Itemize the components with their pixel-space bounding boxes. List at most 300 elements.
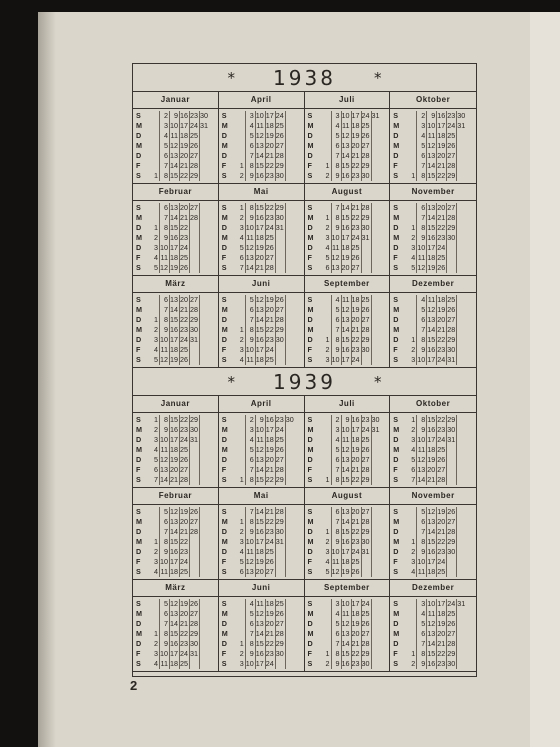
day-number: 7 xyxy=(331,203,341,213)
day-number xyxy=(371,213,381,223)
month-name: April xyxy=(219,92,304,109)
day-number: 11 xyxy=(256,121,264,130)
day-number: 25 xyxy=(275,435,284,444)
weekday-letter: S xyxy=(393,599,399,608)
day-number: 6 xyxy=(159,203,169,213)
day-number: 30 xyxy=(447,659,456,668)
day-number: 27 xyxy=(275,141,284,150)
day-number xyxy=(199,263,209,273)
day-number xyxy=(285,445,295,455)
weekday-letter: M xyxy=(393,537,400,546)
next-page-edge xyxy=(528,12,560,747)
day-number: 2 xyxy=(154,233,158,242)
day-number xyxy=(285,295,295,305)
day-grid xyxy=(235,599,295,669)
day-grid xyxy=(149,111,209,181)
weekday-letter: D xyxy=(307,639,313,648)
day-number: 22 xyxy=(437,223,446,232)
day-number: 26 xyxy=(275,609,284,618)
day-number: 21 xyxy=(427,475,436,484)
day-number: 7 xyxy=(159,213,169,223)
day-number: 10 xyxy=(341,599,350,608)
day-number xyxy=(406,599,416,609)
weekday-letter: M xyxy=(221,425,228,434)
weekday-letter: M xyxy=(307,537,314,546)
day-number xyxy=(456,537,466,547)
day-number: 21 xyxy=(437,161,446,170)
day-number: 16 xyxy=(180,111,188,120)
day-number: 18 xyxy=(437,295,446,304)
weekday-letters xyxy=(393,203,406,273)
month-block xyxy=(305,396,391,488)
day-number xyxy=(321,507,331,517)
weekday-letters xyxy=(393,415,406,485)
day-number: 3 xyxy=(159,121,169,131)
day-number xyxy=(321,325,331,335)
day-number xyxy=(199,507,209,517)
day-number xyxy=(456,151,466,161)
day-number: 14 xyxy=(170,213,178,222)
day-number: 5 xyxy=(416,619,426,629)
day-number: 16 xyxy=(427,345,436,354)
day-number: 10 xyxy=(417,355,426,364)
day-number: 1 xyxy=(325,335,330,344)
day-number: 7 xyxy=(331,151,341,161)
weekday-letter: F xyxy=(393,253,398,262)
weekday-letter: D xyxy=(221,527,227,536)
day-grid xyxy=(321,295,381,365)
weekday-letter: D xyxy=(136,151,142,160)
day-number: 8 xyxy=(159,171,169,181)
day-number xyxy=(456,609,466,619)
day-number: 22 xyxy=(437,415,446,424)
day-number: 20 xyxy=(351,507,360,516)
day-number: 16 xyxy=(255,171,264,180)
weekday-letter: S xyxy=(307,415,313,424)
weekday-letter: F xyxy=(393,465,398,474)
day-number: 1 xyxy=(239,517,244,526)
weekday-letter: S xyxy=(307,203,313,212)
day-number xyxy=(321,141,331,151)
day-number: 10 xyxy=(160,557,168,566)
day-number: 19 xyxy=(170,455,178,464)
day-number: 29 xyxy=(447,537,456,546)
day-number: 27 xyxy=(265,567,274,576)
day-number xyxy=(371,121,381,131)
weekday-letter: M xyxy=(136,213,142,222)
day-number xyxy=(361,355,371,365)
day-number xyxy=(285,111,295,121)
day-number: 27 xyxy=(190,203,198,212)
day-number: 4 xyxy=(411,567,416,576)
day-number: 19 xyxy=(265,445,274,454)
day-number: 21 xyxy=(351,203,360,212)
day-number: 16 xyxy=(427,659,436,668)
day-number: 9 xyxy=(416,345,426,355)
day-number: 11 xyxy=(160,659,168,668)
day-number: 22 xyxy=(351,649,360,658)
day-number: 30 xyxy=(361,537,370,546)
day-number: 16 xyxy=(341,345,350,354)
day-number: 22 xyxy=(180,223,188,232)
day-number xyxy=(199,517,209,527)
day-number xyxy=(199,161,209,171)
day-number xyxy=(285,233,295,243)
day-number: 20 xyxy=(351,141,360,150)
day-number: 2 xyxy=(325,171,330,180)
day-number: 8 xyxy=(331,213,341,223)
day-number: 20 xyxy=(180,609,188,618)
day-number xyxy=(456,243,466,253)
day-number: 28 xyxy=(190,527,198,536)
day-number: 15 xyxy=(341,161,350,170)
day-number xyxy=(149,111,159,121)
day-number: 3 xyxy=(325,547,330,556)
day-number: 24 xyxy=(180,243,188,252)
day-number: 19 xyxy=(351,131,360,140)
day-number: 1 xyxy=(154,171,158,180)
day-number xyxy=(285,435,295,445)
day-number: 8 xyxy=(245,161,255,171)
day-number: 25 xyxy=(275,599,284,608)
day-number: 7 xyxy=(331,325,341,335)
day-number: 18 xyxy=(427,567,436,576)
day-number: 10 xyxy=(331,355,340,364)
day-number: 19 xyxy=(170,355,178,364)
day-number: 18 xyxy=(427,445,436,454)
weekday-letter: M xyxy=(393,213,400,222)
day-number: 30 xyxy=(275,171,284,180)
weekday-letter: M xyxy=(307,121,314,130)
day-number: 7 xyxy=(416,325,426,335)
day-number: 25 xyxy=(265,233,274,242)
day-number: 11 xyxy=(246,355,254,364)
day-grid xyxy=(406,599,466,669)
day-number: 20 xyxy=(437,315,446,324)
day-number xyxy=(456,203,466,213)
day-number xyxy=(149,507,159,517)
weekday-letter: D xyxy=(221,455,227,464)
weekday-letter: M xyxy=(136,325,142,334)
day-number: 29 xyxy=(447,335,456,344)
weekday-letter: D xyxy=(393,315,399,324)
day-number: 30 xyxy=(190,425,198,434)
day-number: 25 xyxy=(361,609,370,618)
day-number: 13 xyxy=(170,295,178,304)
day-number: 17 xyxy=(255,345,264,354)
day-number xyxy=(456,223,466,233)
day-number xyxy=(199,465,209,475)
day-number xyxy=(371,547,381,557)
day-number: 24 xyxy=(361,599,370,608)
day-number: 3 xyxy=(239,659,244,668)
day-number: 24 xyxy=(265,659,274,668)
day-number: 31 xyxy=(275,223,284,232)
day-number: 18 xyxy=(437,609,446,618)
weekday-letter: S xyxy=(221,111,227,120)
day-number: 8 xyxy=(331,161,341,171)
day-number: 17 xyxy=(427,435,436,444)
day-number: 29 xyxy=(361,527,370,536)
weekday-letter: M xyxy=(136,629,142,638)
day-number xyxy=(285,599,295,609)
day-number xyxy=(275,557,285,567)
day-number: 20 xyxy=(437,629,446,638)
day-number: 21 xyxy=(351,151,360,160)
weekday-letter: D xyxy=(393,435,399,444)
weekday-letters xyxy=(136,599,149,669)
day-number: 9 xyxy=(331,537,341,547)
day-number xyxy=(199,151,209,161)
day-number: 20 xyxy=(180,295,188,304)
day-number xyxy=(199,659,209,669)
day-number: 11 xyxy=(170,131,178,140)
day-number: 17 xyxy=(351,111,360,120)
weekday-letter: S xyxy=(307,599,313,608)
day-number: 4 xyxy=(411,253,416,262)
day-number xyxy=(285,171,295,181)
day-number: 4 xyxy=(239,233,244,242)
day-number: 9 xyxy=(245,213,255,223)
day-number: 2 xyxy=(239,649,244,658)
day-number: 31 xyxy=(190,435,198,444)
day-number: 5 xyxy=(154,455,158,464)
day-number: 11 xyxy=(160,345,168,354)
weekday-letter: F xyxy=(136,161,141,170)
day-number: 13 xyxy=(427,203,436,212)
day-number: 26 xyxy=(447,305,456,314)
day-number xyxy=(456,415,466,425)
day-number: 27 xyxy=(180,465,188,474)
day-number xyxy=(406,151,416,161)
day-number: 15 xyxy=(255,161,264,170)
day-number xyxy=(189,455,199,465)
day-number xyxy=(456,465,466,475)
day-number: 10 xyxy=(417,557,426,566)
day-number xyxy=(456,475,466,485)
day-number: 10 xyxy=(160,243,168,252)
day-number xyxy=(446,445,456,455)
day-number: 6 xyxy=(245,305,255,315)
weekday-letter: M xyxy=(221,629,228,638)
day-number: 11 xyxy=(417,567,426,576)
month-block xyxy=(133,184,219,276)
day-number: 19 xyxy=(427,263,436,272)
day-number: 21 xyxy=(180,305,188,314)
day-number: 21 xyxy=(351,325,360,334)
day-number: 14 xyxy=(255,507,264,516)
weekday-letters xyxy=(222,295,235,365)
day-number: 31 xyxy=(457,599,466,608)
day-number: 6 xyxy=(416,629,426,639)
day-number: 23 xyxy=(351,537,360,546)
day-number xyxy=(371,223,381,233)
day-number: 5 xyxy=(159,141,169,151)
day-number xyxy=(199,345,209,355)
day-number: 5 xyxy=(245,445,255,455)
day-number: 29 xyxy=(361,649,370,658)
day-number xyxy=(371,445,381,455)
weekday-letter: F xyxy=(393,649,398,658)
weekday-letter: F xyxy=(221,161,227,170)
day-number: 26 xyxy=(447,619,456,628)
day-number xyxy=(456,233,466,243)
day-number: 13 xyxy=(341,629,350,638)
day-number: 14 xyxy=(427,325,436,334)
day-number: 2 xyxy=(411,345,416,354)
day-number: 11 xyxy=(427,295,436,304)
day-number xyxy=(321,609,331,619)
month-name: Dezember xyxy=(390,276,476,293)
day-number: 21 xyxy=(265,465,274,474)
day-number xyxy=(199,131,209,141)
weekday-letters xyxy=(308,507,321,577)
day-number: 14 xyxy=(255,629,264,638)
day-grid xyxy=(235,295,295,365)
day-number: 17 xyxy=(170,649,178,658)
day-number xyxy=(371,151,381,161)
day-number xyxy=(406,203,416,213)
day-number xyxy=(275,263,285,273)
day-number: 5 xyxy=(154,355,158,364)
day-number: 26 xyxy=(361,445,370,454)
day-number xyxy=(199,557,209,567)
day-number: 12 xyxy=(160,263,168,272)
weekday-letters xyxy=(222,415,235,485)
day-number xyxy=(406,161,416,171)
day-number: 5 xyxy=(239,557,244,566)
day-number xyxy=(371,507,381,517)
day-number xyxy=(285,609,295,619)
day-number: 8 xyxy=(245,325,255,335)
day-number: 25 xyxy=(180,345,188,354)
weekday-letter: F xyxy=(221,345,227,354)
day-number xyxy=(361,253,371,263)
day-number: 30 xyxy=(361,171,370,180)
day-number: 19 xyxy=(341,253,350,262)
day-number: 28 xyxy=(190,305,198,314)
day-number: 30 xyxy=(275,649,284,658)
month-block xyxy=(390,396,476,488)
day-number xyxy=(446,263,456,273)
month-block xyxy=(219,276,305,368)
day-number: 24 xyxy=(447,121,456,130)
day-number xyxy=(285,619,295,629)
day-number: 15 xyxy=(341,527,350,536)
day-number: 25 xyxy=(437,253,446,262)
day-number: 21 xyxy=(265,629,274,638)
day-number: 22 xyxy=(351,527,360,536)
day-number xyxy=(285,507,295,517)
month-name: November xyxy=(390,184,476,201)
day-number xyxy=(235,619,245,629)
day-number xyxy=(199,475,209,485)
day-number: 8 xyxy=(245,517,255,527)
day-number xyxy=(456,649,466,659)
day-number xyxy=(446,243,456,253)
year-header xyxy=(133,368,476,396)
day-number: 12 xyxy=(331,567,340,576)
day-number xyxy=(446,557,456,567)
month-block xyxy=(305,488,391,580)
day-number: 3 xyxy=(245,111,255,121)
weekday-letter: M xyxy=(221,141,228,150)
weekday-letter: M xyxy=(136,537,142,546)
day-number xyxy=(456,315,466,325)
weekday-letter: D xyxy=(136,527,142,536)
day-number: 26 xyxy=(275,445,284,454)
day-number xyxy=(199,171,209,181)
weekday-letter: D xyxy=(221,547,227,556)
weekday-letter: M xyxy=(307,233,314,242)
day-number: 1 xyxy=(411,223,416,232)
day-number: 25 xyxy=(265,547,274,556)
weekday-letters xyxy=(308,203,321,273)
weekday-letter: M xyxy=(307,425,314,434)
day-number xyxy=(371,599,381,609)
day-number xyxy=(235,599,245,609)
day-number xyxy=(285,335,295,345)
weekday-letter: M xyxy=(393,629,400,638)
weekday-letter: D xyxy=(221,335,227,344)
day-number: 2 xyxy=(239,171,244,180)
day-number xyxy=(406,305,416,315)
day-number xyxy=(321,315,331,325)
weekday-letter: M xyxy=(136,233,142,242)
weekday-letter: M xyxy=(136,517,142,526)
day-number xyxy=(371,141,381,151)
day-number xyxy=(371,465,381,475)
day-number: 13 xyxy=(255,619,264,628)
month-name: November xyxy=(390,488,476,505)
day-number xyxy=(456,507,466,517)
day-number: 8 xyxy=(245,475,255,485)
day-number: 15 xyxy=(427,649,436,658)
day-number: 16 xyxy=(341,171,350,180)
weekday-letter: D xyxy=(307,527,313,536)
day-number: 29 xyxy=(275,475,284,484)
day-number: 6 xyxy=(159,517,169,527)
day-number: 25 xyxy=(351,243,360,252)
day-number: 23 xyxy=(180,425,188,434)
day-number: 21 xyxy=(351,517,360,526)
day-number: 28 xyxy=(265,263,274,272)
day-number xyxy=(371,131,381,141)
day-number: 8 xyxy=(331,649,341,659)
day-number: 16 xyxy=(255,213,264,222)
weekday-letter: D xyxy=(393,151,399,160)
day-number: 23 xyxy=(351,659,360,668)
day-number: 7 xyxy=(416,213,426,223)
weekday-letter: F xyxy=(307,557,312,566)
day-number xyxy=(361,557,371,567)
weekday-letter: M xyxy=(136,121,142,130)
day-number: 7 xyxy=(245,629,255,639)
day-number: 1 xyxy=(154,537,158,546)
day-number: 16 xyxy=(170,639,178,648)
day-number xyxy=(199,415,209,425)
weekday-letter: M xyxy=(393,517,400,526)
day-number: 28 xyxy=(361,465,370,474)
day-number xyxy=(235,465,245,475)
day-number: 24 xyxy=(437,243,446,252)
day-number: 27 xyxy=(275,455,284,464)
day-number: 17 xyxy=(170,335,178,344)
day-number: 12 xyxy=(245,243,254,252)
day-number xyxy=(235,629,245,639)
day-grid xyxy=(321,203,381,273)
month-block xyxy=(219,92,305,184)
